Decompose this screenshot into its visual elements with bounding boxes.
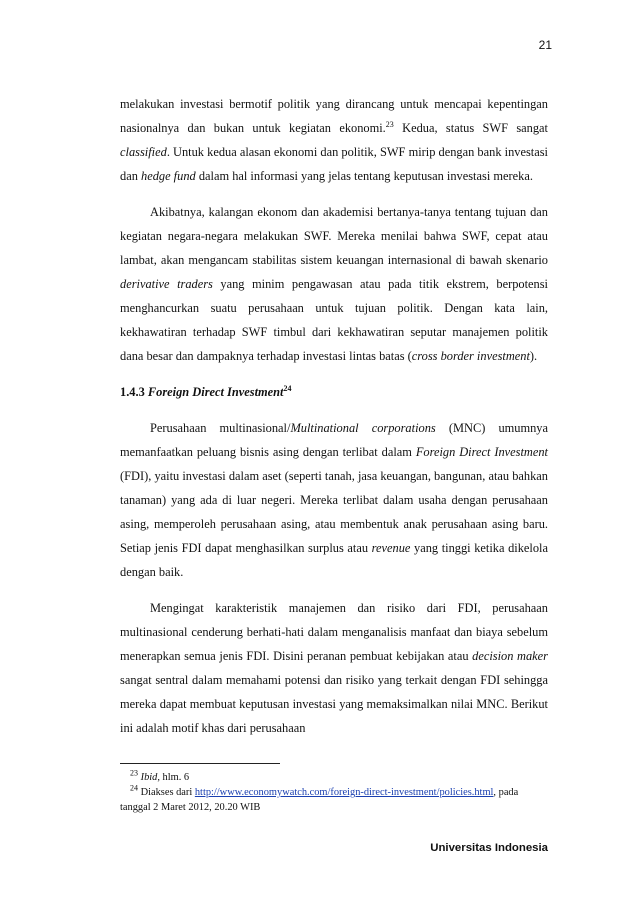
footnote-23: $^{23}$ Ibid, hlm. 6 xyxy=(130,768,190,783)
section-heading: 1.4.3 Foreign Direct Investment$^{24}$ xyxy=(120,383,292,399)
paragraph-4: Mengingat karakteristik manajemen dan risiko dari FDI, perusahaan multinasional cenderung berhati-hati dalam menganalisis manfaat dan biaya sebelum menerapkan semua jenis FDI. Disini peranan pembuat kebijakan atau decision maker sangat sentral dalam memahami potensi dan risiko yang terkait dengan FDI sehingga mereka dapat membuat keputusan investasi yang memaksimalkan nilai MNC. Berikut ini adalah motif khas dari perusahaan xyxy=(120,601,548,735)
footnote-link[interactable]: http://www.economywatch.com/foreign-direct-investment/policies.html xyxy=(194,787,494,798)
footer-institution: Universitas Indonesia xyxy=(430,842,548,854)
footnote-24: $^{24}$ Diakses dari http://www.economywatch.com/foreign-direct-investment/policies.html, pada tanggal 2 Maret 2012, 20.20 WIB xyxy=(120,783,519,813)
paragraph-1: melakukan investasi bermotif politik yang dirancang untuk mencapai kepentingan nasionalnya dan bukan untuk kegiatan ekonomi.$^{23}$ Kedua, status SWF sangat classified. Untuk kedua alasan ekonomi dan politik, SWF mirip dengan bank investasi dan hedge fund dalam hal informasi yang jelas tentang keputusan investasi mereka. xyxy=(120,97,548,183)
footnotes xyxy=(120,770,548,815)
body-text xyxy=(120,92,548,752)
page-number: 21 xyxy=(538,38,552,52)
footnote-divider xyxy=(120,763,280,764)
paragraph-2: Akibatnya, kalangan ekonom dan akademisi bertanya-tanya tentang tujuan dan kegiatan negara-negara melakukan SWF. Mereka menilai bahwa SWF, cepat atau lambat, akan mengancam stabilitas sistem keuangan internasional di bawah skenario derivative traders yang minim pengawasan atau pada titik ekstrem, berpotensi menghancurkan suatu perusahaan untuk tujuan politik. Dengan kata lain, kekhawatiran terhadap SWF timbul dari kekhawatiran seputar manajemen politik dana besar dan dampaknya terhadap investasi lintas batas (cross border investment). xyxy=(120,205,549,363)
paragraph-3: Perusahaan multinasional/Multinational corporations (MNC) umumnya memanfaatkan peluang bisnis asing dengan terlibat dalam Foreign Direct Investment (FDI), yaitu investasi dalam aset (seperti tanah, jasa keuangan, bangunan, atau bahkan tanaman) yang ada di luar negeri. Mereka terlibat dalam usaha dengan perusahaan asing, memperoleh perusahaan asing, atau membentuk anak perusahaan asing baru. Setiap jenis FDI dapat menghasilkan surplus atau revenue yang tinggi ketika dikelola dengan baik. xyxy=(120,421,549,579)
footnote-ref-24[interactable]: 24 xyxy=(283,383,292,393)
footnote-ref-23[interactable]: 23 xyxy=(385,119,394,129)
